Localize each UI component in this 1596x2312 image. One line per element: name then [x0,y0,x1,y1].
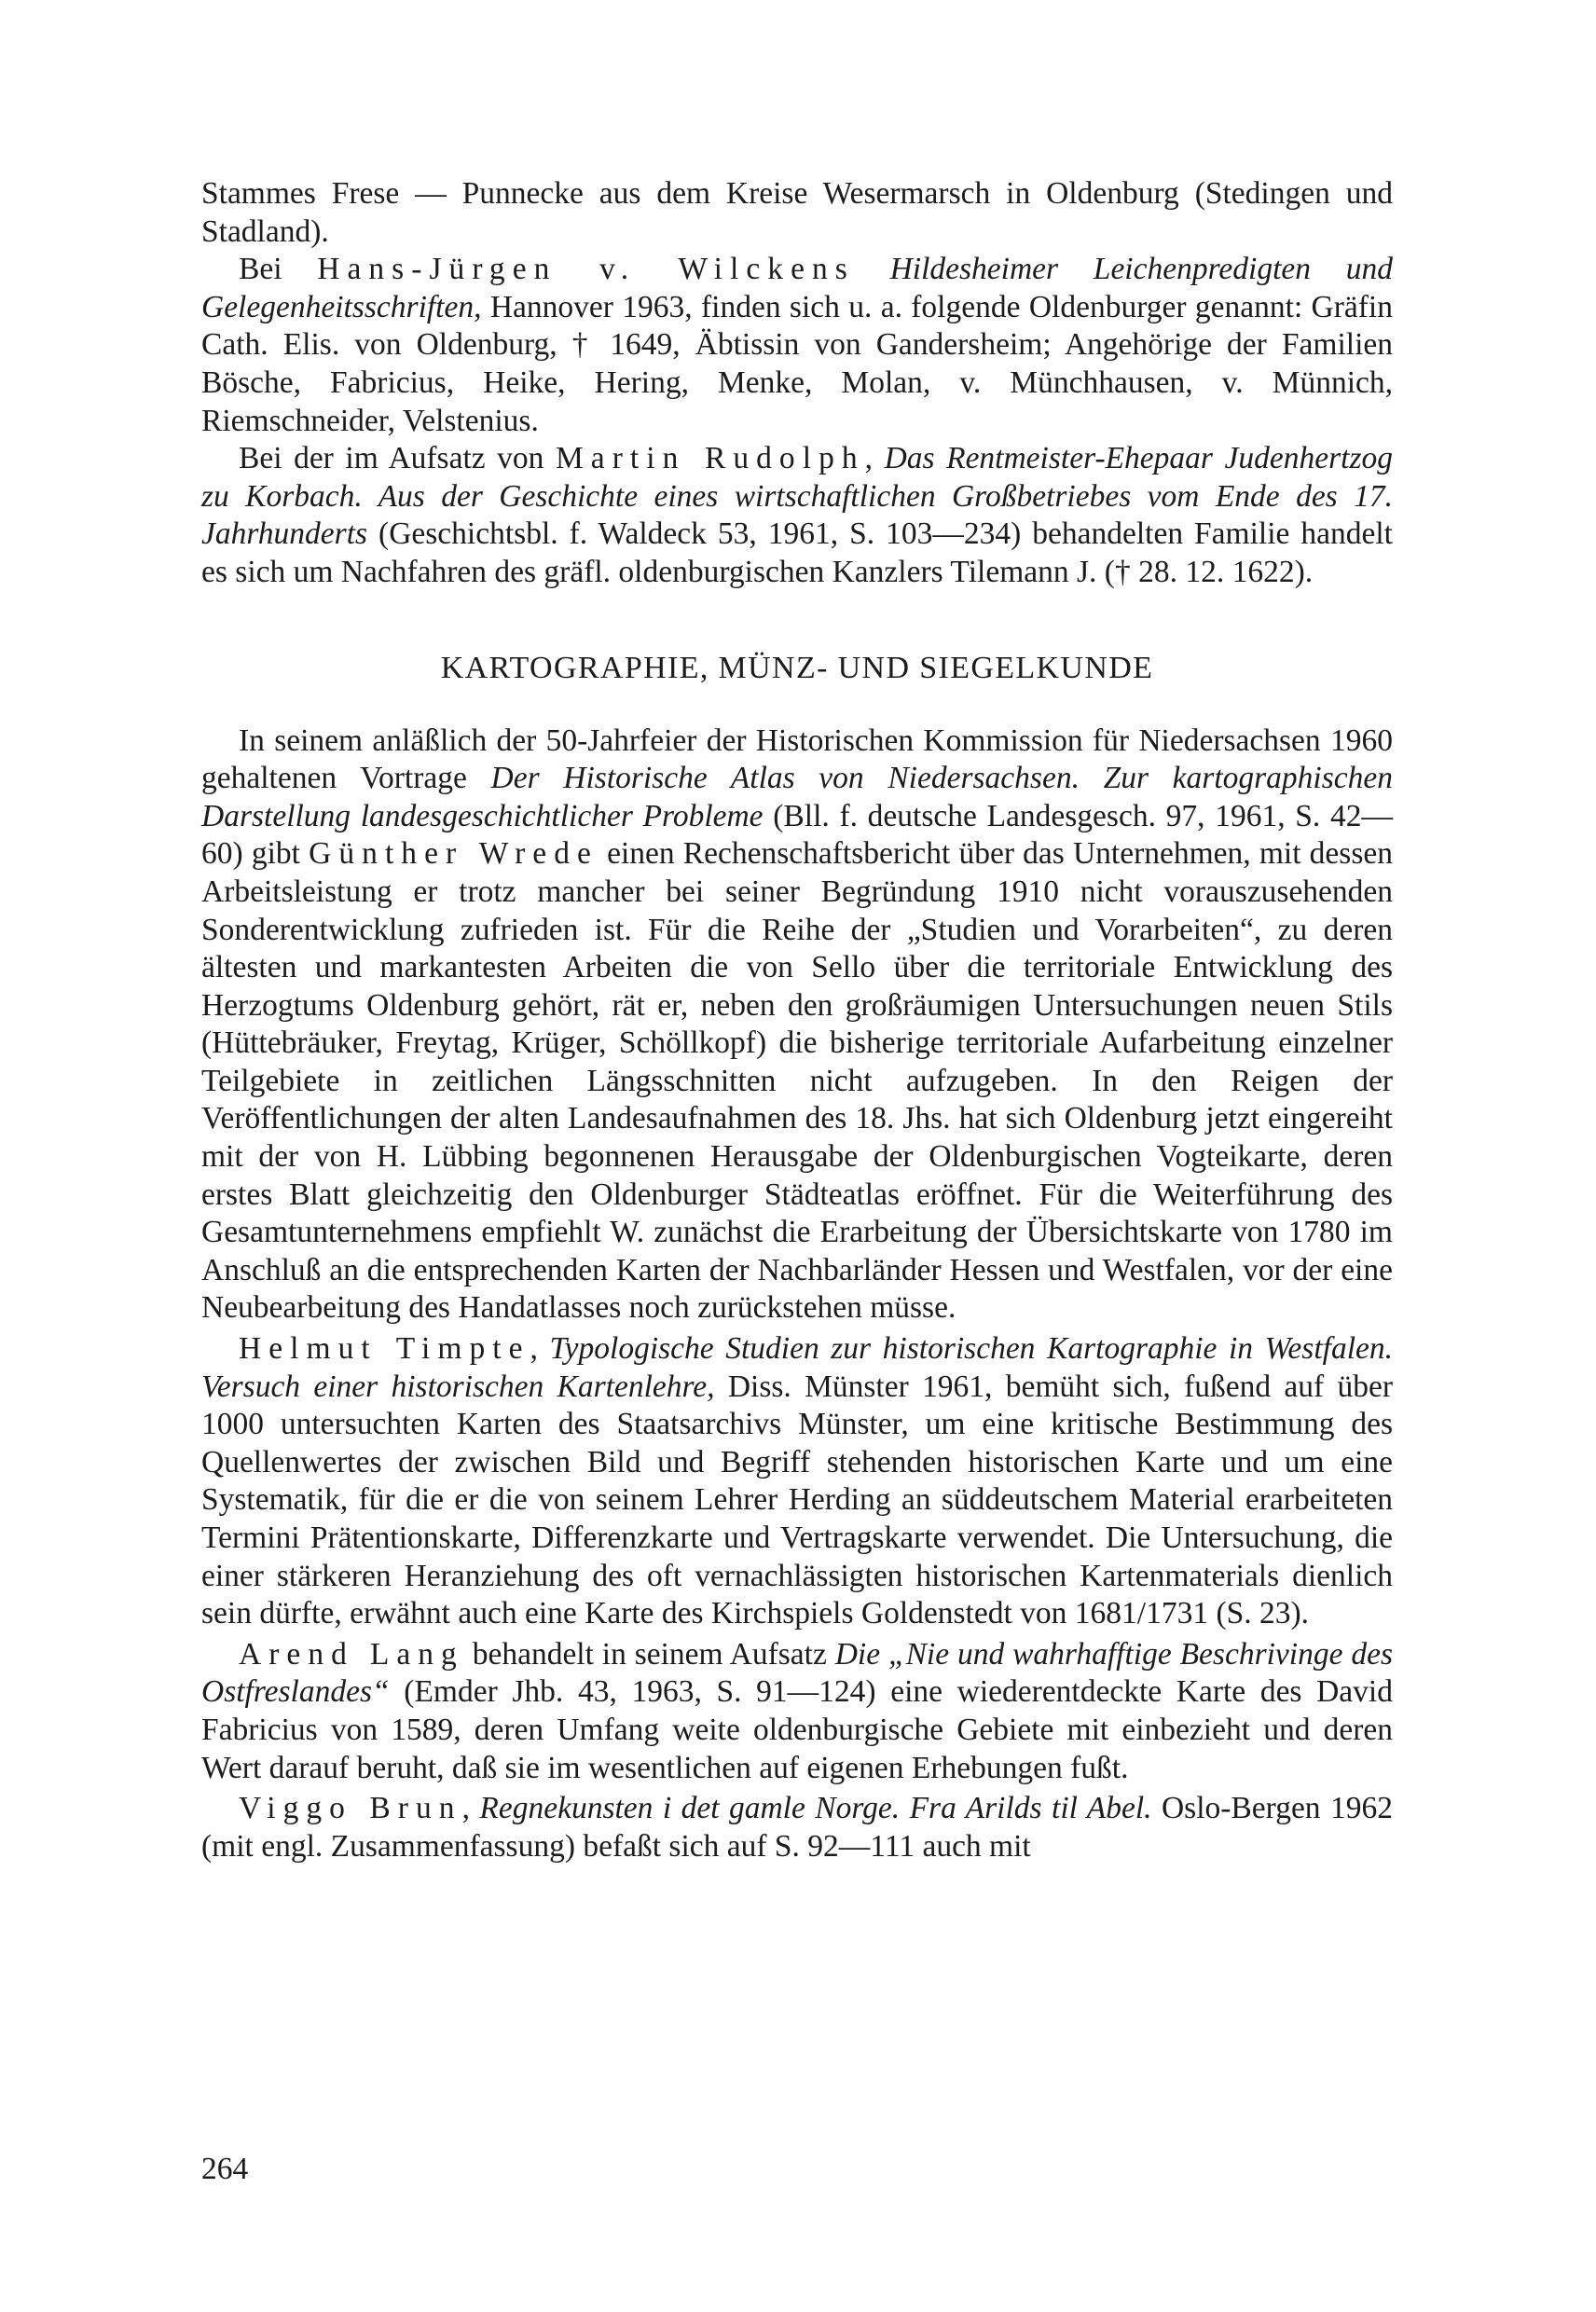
paragraph-6 [201,1636,1393,1787]
paragraph-1 [201,175,1393,251]
paragraph-6-mid: behandelt in seinem Aufsatz [463,1636,835,1672]
author-lang: Arend Lang [239,1636,464,1672]
author-rudolph: Martin Rudolph [555,441,865,476]
title-regnekunsten: Regnekunsten i det gamle Norge. Fra Arilds til Abel. [479,1791,1152,1826]
paragraph-5-rest: Diss. Münster 1961, bemüht sich, fußend auf über 1000 untersuchten Karten des Staatsarchivs Münster, um eine kritische Bestimmung des Quellenwertes der zwischen Bild und Begriff stehenden historischen Karte und um eine Systematik, für die er die von seinem Lehrer Herding an süddeutschem Material erarbeiteten Termini Prätentionskarte, Differenzkarte und Vertragskarte verwendet. Die Untersuchung, die einer stärkeren Heranziehung des oft vernachlässigten historischen Kartenmaterials dienlich sein dürfte, erwähnt auch eine Karte des Kirchspiels Goldenstedt von 1681/1731 (S. 23). [201,1369,1393,1631]
paragraph-2-space [855,252,890,286]
author-brun: Viggo Brun [239,1791,462,1826]
paragraph-3-sep: , [864,441,885,476]
paragraph-1-text: Stammes Frese — Punnecke aus dem Kreise Wesermarsch in Oldenburg (Stedingen und Stadland). [201,176,1393,249]
title-historische-atlas: Der Historische Atlas von Niedersachsen. Zur kartographischen Darstellung landesgeschichtlicher Probleme [201,761,1393,833]
author-wilckens: Hans-Jürgen v. Wilckens [317,252,855,287]
author-wrede: Günther Wrede [309,836,598,872]
paragraph-3 [201,440,1393,591]
paragraph-7-rest: Oslo-Bergen 1962 (mit engl. Zusammenfassung) befaßt sich auf S. 92—111 auch mit [201,1791,1393,1864]
paragraph-4-lead: In seinem anläßlich der 50-Jahrfeier der Historischen Kommission für Niedersachsen 1960 gehaltenen Vortrage [201,722,1393,796]
paragraph-3-lead: Bei der im Aufsatz von [239,441,556,476]
author-timpte: Helmut Timpte [239,1331,530,1367]
paragraph-2-lead: Bei [239,252,318,287]
paragraph-5-sep: , [530,1331,550,1367]
title-typologische-studien: Typologische Studien zur historischen Kartographie in Westfalen. Versuch einer historischen Kartenlehre, [201,1331,1394,1404]
paragraph-6-rest: (Emder Jhb. 43, 1963, S. 91—124) eine wiederentdeckte Karte des David Fabricius von 1589, deren Umfang weite oldenburgische Gebiete mit einbezieht und deren Wert darauf beruht, daß sie im wesentlichen auf eigenen Erhebungen fußt. [201,1674,1393,1785]
paragraph-4 [201,722,1393,1328]
title-rentmeister: Das Rentmeister-Ehepaar Judenhertzog zu Korbach. Aus der Geschichte eines wirtschaftlichen Großbetriebes vom Ende des 17. Jahrhunderts [201,441,1393,552]
paragraph-4-rest: einen Rechenschaftsbericht über das Unternehmen, mit dessen Arbeitsleistung er trotz mancher bei seiner Begründung 1910 nicht vorauszusehenden Sonderentwicklung zufrieden ist. Für die Reihe der „Studien und Vorarbeiten“, zu deren ältesten und markantesten Arbeiten die von Sello über die territoriale Entwicklung des Herzogtums Oldenburg gehört, rät er, neben den großräumigen Untersuchungen neuen Stils (Hüttebräuker, Freytag, Krüger, Schöllkopf) die bisherige territoriale Aufarbeitung einzelner Teilgebiete in zeitlichen Längsschnitten nicht aufzugeben. In den Reigen der Veröffentlichungen der alten Landesaufnahmen des 18. Jhs. hat sich Oldenburg jetzt eingereiht mit der von H. Lübbing begonnenen Herausgabe der Oldenburgischen Vogteikarte, deren erstes Blatt gleichzeitig den Oldenburger Städteatlas eröffnet. Für die Weiterführung des Gesamtunternehmens empfiehlt W. zunächst die Erarbeitung der Übersichtskarte von 1780 im Anschluß an die entsprechenden Karten der Nachbarländer Hessen und Westfalen, vor der eine Neubearbeitung des Handatlasses noch zurückstehen müsse. [201,836,1393,1326]
paragraph-4-mid: (Bll. f. deutsche Landesgesch. 97, 1961, S. 42—60) gibt [201,798,1393,872]
title-leichenpredigten: Hildesheimer Leichenpredigten und Gelegenheitsschriften, [201,252,1393,324]
section-heading: KARTOGRAPHIE, MÜNZ- UND SIEGELKUNDE [440,650,1154,685]
page-number: 264 [201,2152,249,2186]
paragraph-5 [201,1330,1393,1633]
paragraph-7 [201,1790,1393,1865]
page-body [201,175,1393,1865]
paragraph-7-sep: , [461,1791,480,1826]
paragraph-2 [201,251,1393,440]
paragraph-2-rest: Hannover 1963, finden sich u. a. folgende Oldenburger genannt: Gräfin Cath. Elis. von Oldenburg, † 1649, Äbtissin von Gandersheim; Angehörige der Familien Bösche, Fabricius, Heike, Hering, Menke, Molan, v. Münchhausen, v. Münnich, Riemschneider, Velstenius. [201,289,1393,438]
title-ostfreslandes: Die „Nie und wahrhafftige Beschrivinge des Ostfreslandes“ [201,1636,1393,1710]
paragraph-3-rest: (Geschichtsbl. f. Waldeck 53, 1961, S. 103—234) behandelten Familie handelt es sich um Nachfahren des gräfl. oldenburgischen Kanzlers Tilemann J. († 28. 12. 1622). [201,516,1393,589]
